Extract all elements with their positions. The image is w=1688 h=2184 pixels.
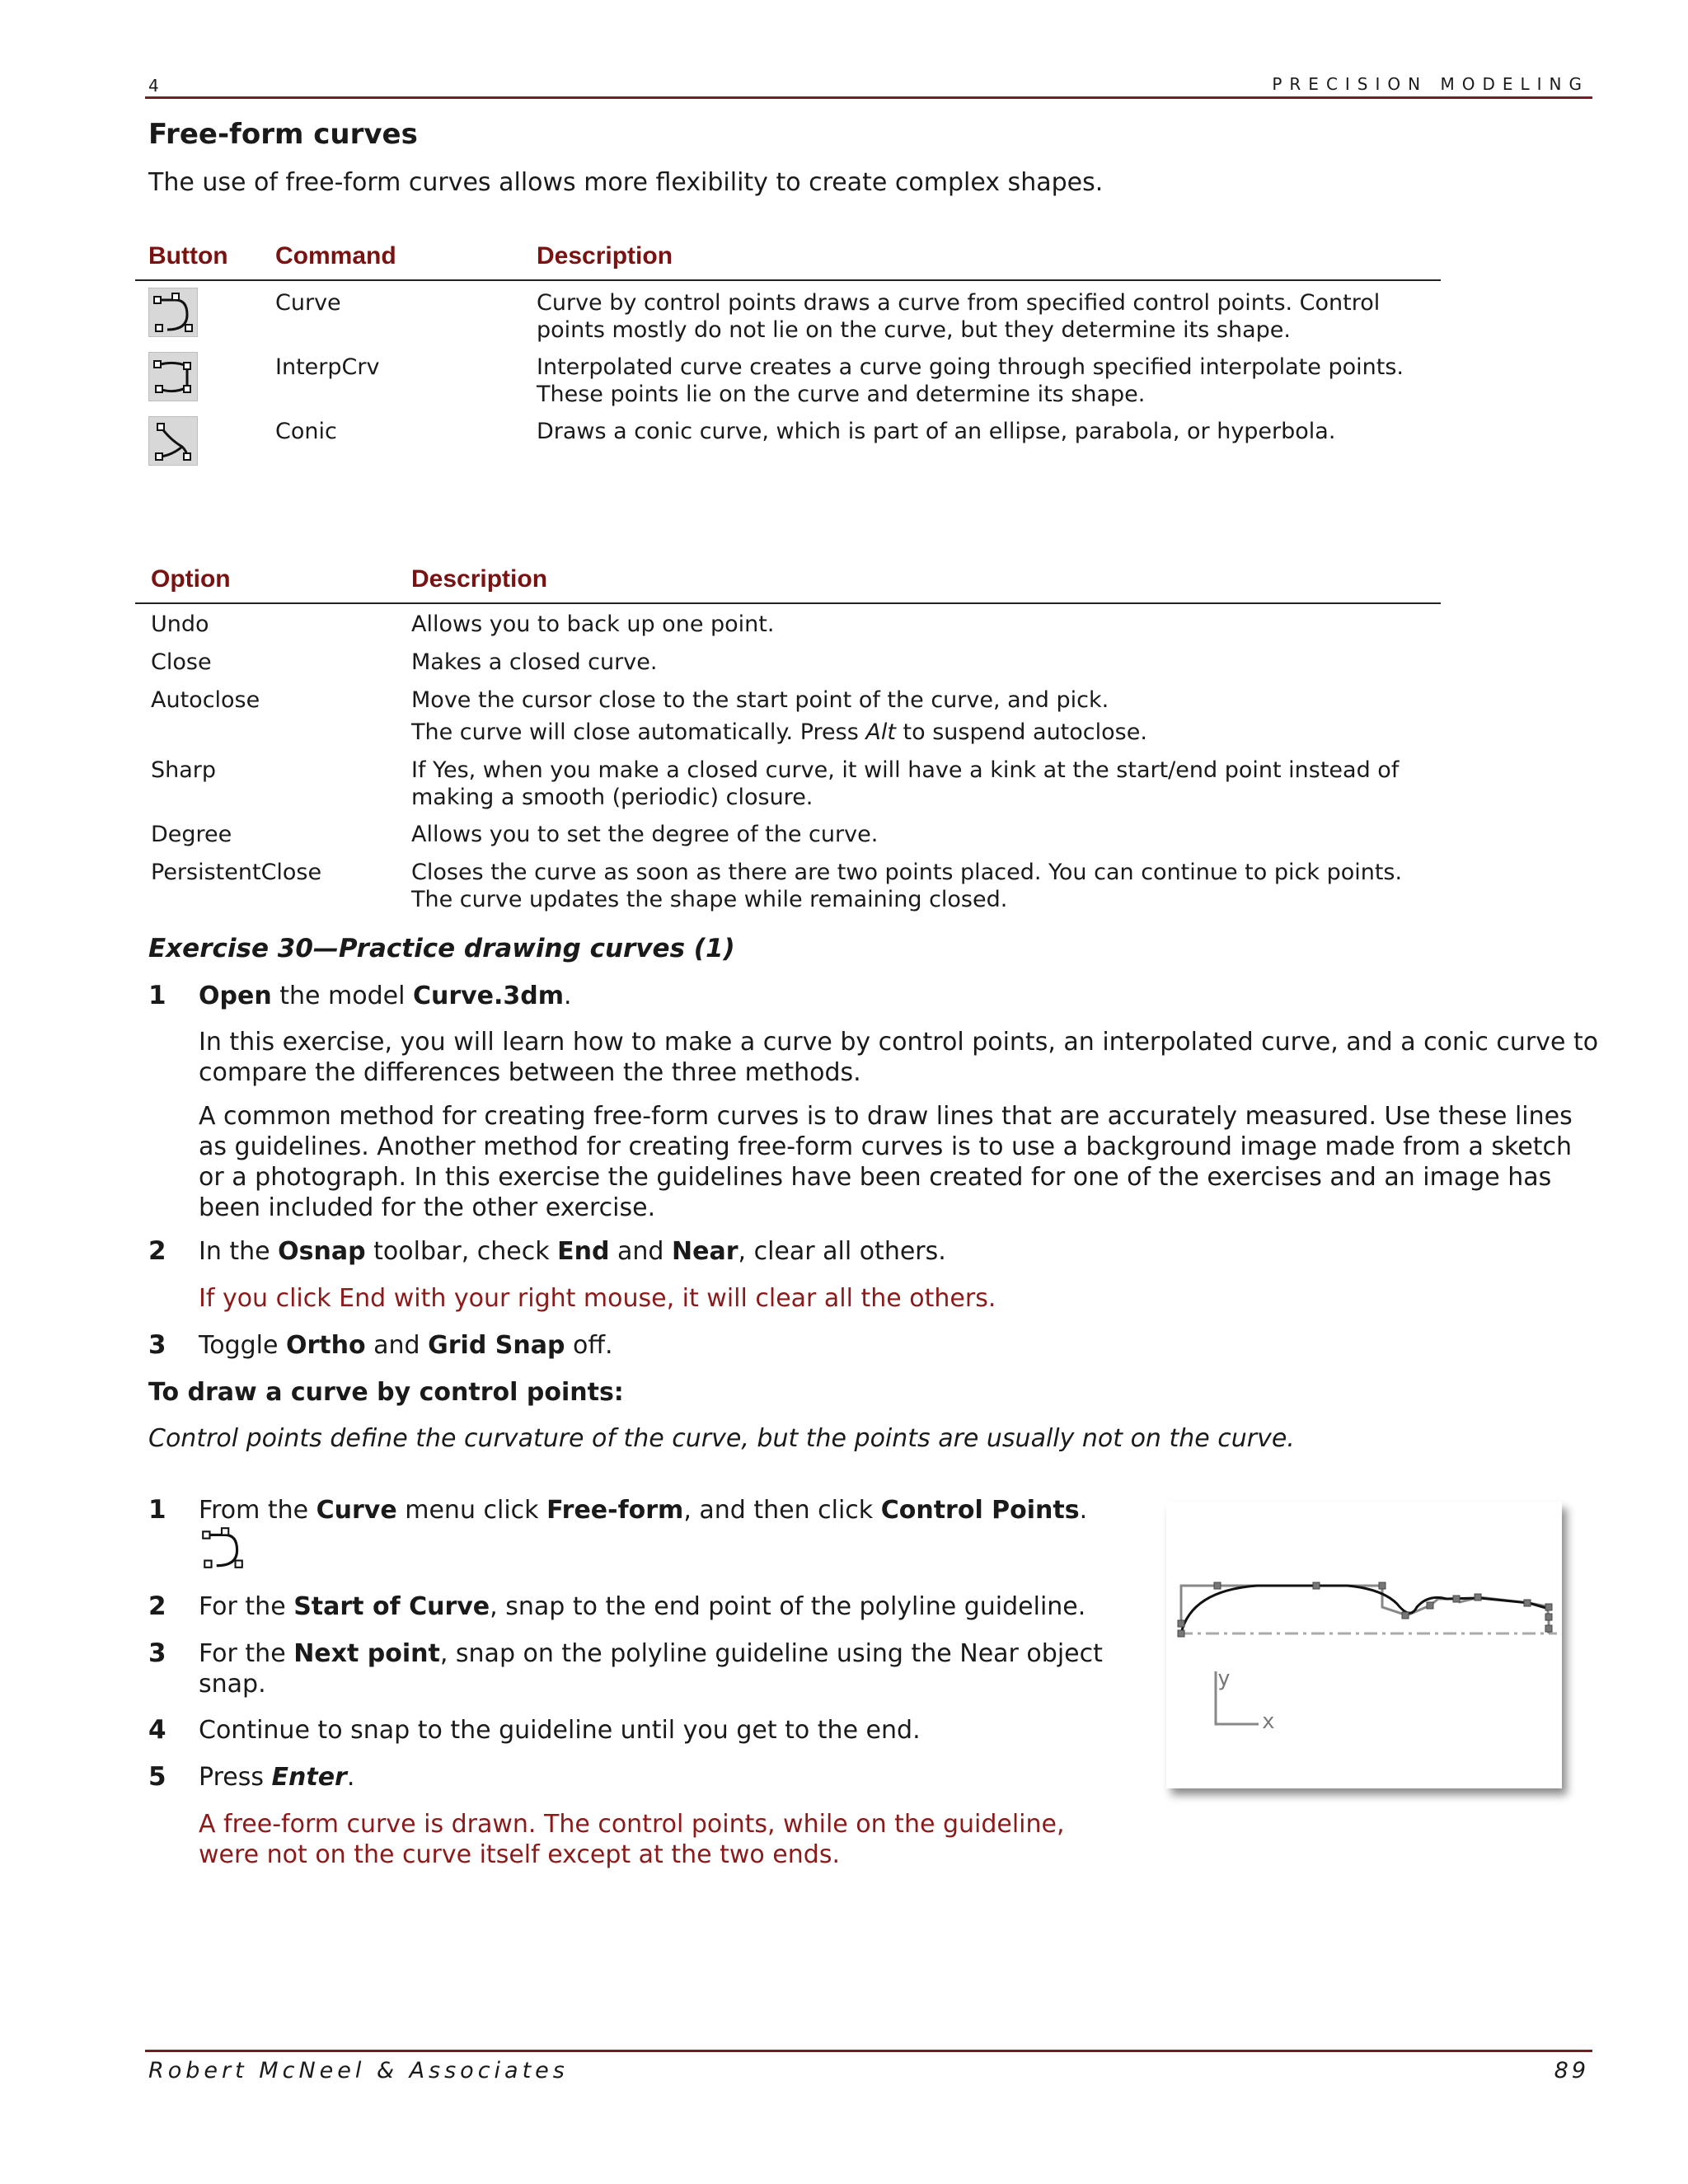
curve-control-points-icon[interactable] [198,1523,247,1572]
step-number: 3 [148,1330,166,1360]
exercise-note: If you click End with your right mouse, it will clear all the others. [199,1284,996,1313]
footer-page-number: 89 [1554,2058,1589,2083]
procedure-step-3: For the Next point, snap on the polyline guideline using the Near object snap. [199,1639,1103,1699]
command-description [537,418,1335,445]
option-name: PersistentClose [151,860,322,885]
description-line: These points lie on the curve and determine its shape. [537,382,1146,407]
curve-drawing [1166,1502,1562,1788]
option-description [411,859,1402,913]
procedure-note: A free-form curve is drawn. The control points, while on the guideline, were not on the curve itself except at the two ends. [199,1810,1065,1869]
procedure-step-4: Continue to snap to the guideline until you get to the end. [199,1716,921,1745]
description-line: Curve by control points draws a curve from specified control points. Control [537,290,1381,316]
option-name: Degree [151,822,232,847]
step-number: 2 [148,1236,166,1266]
description-line: Interpolated curve creates a curve going through specified interpolate points. [537,354,1404,380]
header-description: Description [537,242,673,269]
step-number: 3 [148,1638,166,1668]
procedure-step-2: For the Start of Curve, snap to the end point of the polyline guideline. [199,1592,1086,1621]
step-number: 4 [148,1715,166,1745]
header-rule [145,96,1592,99]
axis-y-label: y [1217,1666,1231,1691]
option-description [411,757,1399,811]
command-name: Curve [275,290,341,316]
procedure-step-1: From the Curve menu click Free-form, and then click Control Points. [199,1496,1088,1525]
description-line: Draws a conic curve, which is part of an ellipse, parabola, or hyperbola. [537,419,1336,444]
page-number-header: 4 [148,76,159,96]
exercise-step-3: Toggle Ortho and Grid Snap off. [199,1331,613,1360]
header-button: Button [148,242,228,269]
option-description [411,687,1147,746]
option-description: Makes a closed curve. [411,649,658,675]
footer-rule [145,2050,1592,2052]
step-number: 5 [148,1762,166,1792]
footer-company: Robert McNeel & Associates [148,2058,569,2083]
description-line: If Yes, when you make a closed curve, it will have a kink at the start/end point instead of [411,757,1400,783]
exercise-paragraph: A common method for creating free-form curves is to draw lines that are accurately measured. Use these lines as guidelines. Another method for creating free-form curves is to use a background image made from a sketch or a photograph. In this exercise the guidelines have been created for one of the exercises and an image has been included for the other exercise. [199,1102,1573,1222]
section-running-title: PRECISION MODELING [1272,74,1589,94]
exercise-paragraph: In this exercise, you will learn how to make a curve by control points, an interpolated curve, and a conic curve to compare the differences between the three methods. [199,1028,1599,1087]
option-name: Close [151,649,212,675]
description-line: The curve updates the shape while remaining closed. [411,887,1008,912]
description-line: making a smooth (periodic) closure. [411,785,814,810]
table-header-rule [135,279,1441,281]
description-line: Move the cursor close to the start point of the curve, and pick. [411,687,1109,713]
subsection-heading: To draw a curve by control points: [148,1378,624,1407]
exercise-title: Exercise 30—Practice drawing curves (1) [148,934,735,963]
procedure-step-5: Press Enter. [199,1763,355,1792]
header-option: Option [151,565,231,593]
section-title: Free-form curves [148,118,418,151]
step-number: 1 [148,1495,166,1525]
command-description [537,354,1404,408]
command-name: Conic [275,419,337,444]
description-line: Closes the curve as soon as there are two points placed. You can continue to pick points. [411,860,1403,885]
option-description: Allows you to set the degree of the curve. [411,822,879,847]
header-description: Description [411,565,548,593]
exercise-step-1: Open the model Curve.3dm. [199,982,572,1010]
description-line: points mostly do not lie on the curve, but they determine its shape. [537,317,1291,343]
command-description [537,289,1380,344]
step-number: 2 [148,1591,166,1621]
header-command: Command [275,242,396,269]
section-intro: The use of free-form curves allows more flexibility to create complex shapes. [148,168,1104,197]
curve-viewport-figure [1166,1502,1562,1788]
table-header-rule [135,602,1441,604]
axis-x-label: x [1262,1709,1275,1734]
subsection-intro: Control points define the curvature of the curve, but the points are usually not on the curve. [148,1424,1295,1453]
command-name: InterpCrv [275,354,380,380]
option-name: Undo [151,612,209,637]
exercise-step-2: In the Osnap toolbar, check End and Near, clear all others. [199,1237,946,1266]
option-name: Sharp [151,757,217,783]
interpolated-curve-icon[interactable] [148,352,198,401]
description-line: The curve will close automatically. Press Alt to suspend autoclose. [411,719,1147,745]
option-description: Allows you to back up one point. [411,612,775,637]
curve-control-points-icon[interactable] [148,288,198,337]
conic-curve-icon[interactable] [148,416,198,466]
option-name: Autoclose [151,687,260,713]
step-number: 1 [148,981,166,1010]
